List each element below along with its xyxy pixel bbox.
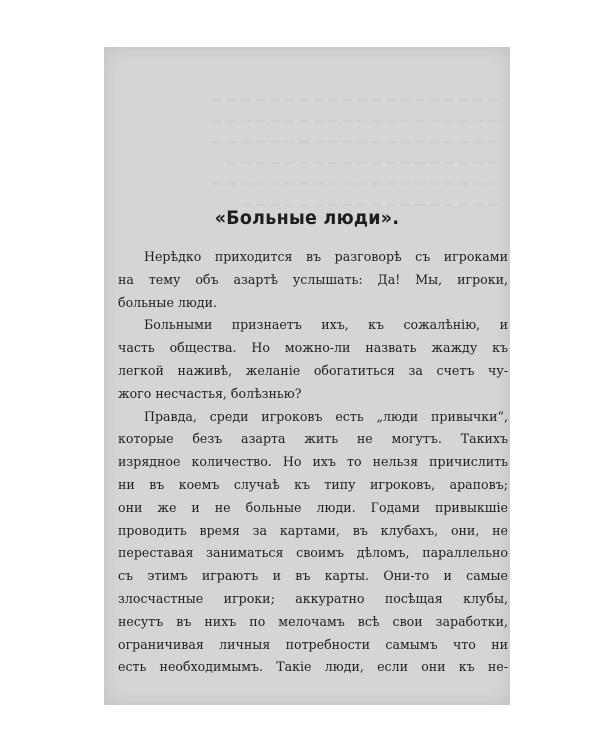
text-line: Больными признаетъ ихъ, къ сожалѣнію, и [144,317,508,333]
text-line: ограничивая личныя потребности самымъ что ни [118,636,508,652]
text-line: изрядное количество. Но ихъ то нельзя причислить [118,454,508,470]
chapter-title: «Больные люди». [214,207,400,229]
text-line: Правда, среди игроковъ есть „люди привычки“, [144,408,508,424]
scanned-book-page [104,47,510,705]
text-line: съ этимъ играютъ и въ карты. Они-то и самые [118,568,508,584]
text-line: которые безъ азарта жить не могутъ. Такихъ [118,431,508,447]
text-line: на тему объ азартѣ услышать: Да! Мы, игроки, [118,271,508,287]
bleed-through-text: — — — — — — — — — — — — — — — — — — — — — — — — — — — — — — — — — — — — — — — — — — — — — — — — — — — — — — — — — — — — — — — — — — — — — — — — — — — — — — — — — — — — — — — — — — — — — — — — — — — — — — — — — — — — — — — — — — — — — [211,93,498,211]
text-line: легкой наживѣ, желаніе обогатиться за счетъ чу- [118,362,508,378]
body-text [118,246,508,679]
text-line: проводить время за картами, въ клубахъ, они, не [118,522,508,538]
text-line: злосчастные игроки; аккуратно посѣщая клубы, [118,590,508,606]
text-line: несутъ въ нихъ по мелочамъ всѣ свои заработки, [118,613,508,629]
text-line: ни въ коемъ случаѣ къ типу игроковъ, араповъ; [118,476,508,492]
text-line: Нерѣдко приходится въ разговорѣ съ игроками [144,249,508,264]
text-line: больные люди. [118,294,218,310]
text-line: часть общества. Но можно-ли назвать жажду къ [118,340,508,356]
text-line: есть необходимымъ. Такіе люди, если они къ не- [118,659,508,675]
text-line: переставая заниматься своимъ дѣломъ, параллельно [118,545,508,561]
text-line: жого несчастья, болѣзнью? [118,385,302,401]
text-line: они же и не больные люди. Годами привыкшіе [118,499,508,515]
